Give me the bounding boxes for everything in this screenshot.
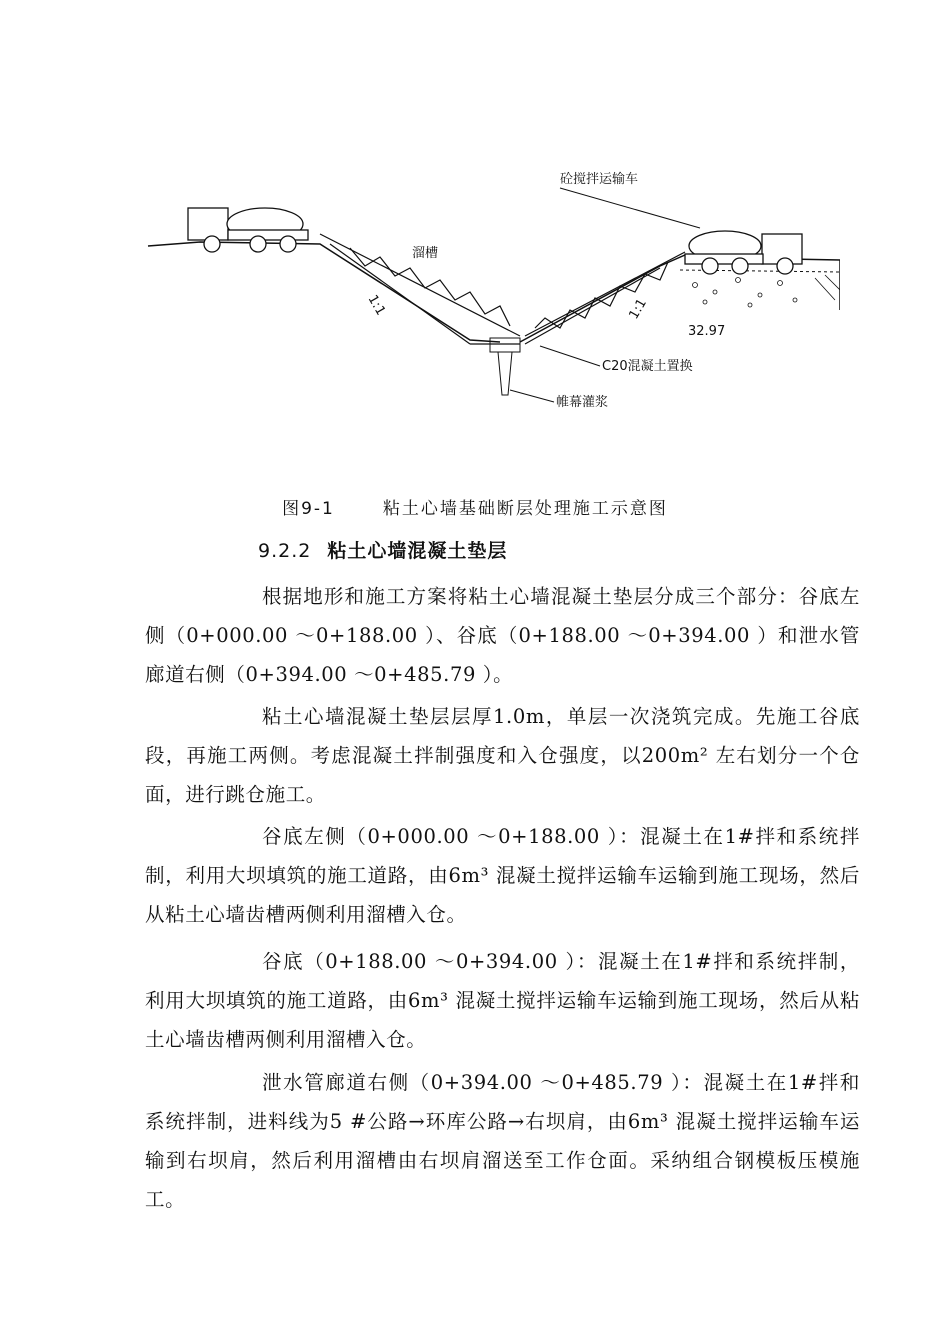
rock-hatch [693,275,841,307]
left-truck [188,208,308,252]
right-truck [685,231,802,274]
slope-right-label: 1:1 [626,296,650,322]
elevation-label: 32.97 [688,324,726,339]
section-heading [258,536,507,563]
construction-diagram [140,150,840,430]
section-title: 粘土心墙混凝土垫层 [327,540,508,562]
figure-caption [0,494,950,519]
slope-left-label: 1:1 [364,292,388,319]
caption-title: 粘土心墙基础断层处理施工示意图 [382,499,668,519]
caption-number: 图9-1 [282,499,335,519]
grouting-leader [510,390,554,402]
paragraph-4: 谷底（0+188.00 ～0+394.00 ）：混凝土在1#拌和系统拌制，利用大坝填筑的施工道路，由6m³ 混凝土搅拌运输车运输到施工现场，然后从粘土心墙齿槽两侧利用溜槽入仓。 [145,950,860,1051]
truck-label: 砼搅拌运输车 [560,172,639,187]
paragraph-2: 粘土心墙混凝土垫层层厚1.0m，单层一次浇筑完成。先施工谷底段，再施工两侧。考虑混凝土拌制强度和入仓强度，以200m² 左右划分一个仓面，进行跳仓施工。 [145,705,860,806]
diagram-svg [140,150,840,430]
section-number: 9.2.2 [258,540,312,562]
concrete-block [490,338,520,352]
paragraph-1: 根据地形和施工方案将粘土心墙混凝土垫层分成三个部分：谷底左侧（0+000.00 ～0+188.00 ）、谷底（0+188.00 ～0+394.00 ）和泄水管廊道右侧（0+394.00 ～0+485.79 ）。 [145,585,860,686]
truck-leader [560,188,700,228]
grouting-label: 帷幕灌浆 [556,395,609,410]
grout-curtain [498,352,512,395]
replacement-leader [540,346,600,366]
paragraph-5: 泄水管廊道右侧（0+394.00 ～0+485.79 ）：混凝土在1#拌和系统拌制，进料线为5 #公路→环库公路→右坝肩，由6m³ 混凝土搅拌运输车运输到右坝肩，然后利用溜槽由右坝肩溜送至工作仓面。采纳组合钢模板压模施工。 [145,1071,860,1211]
replacement-label: C20混凝土置换 [602,359,693,374]
paragraph-3: 谷底左侧（0+000.00 ～0+188.00 ）：混凝土在1#拌和系统拌制，利用大坝填筑的施工道路，由6m³ 混凝土搅拌运输车运输到施工现场，然后从粘土心墙齿槽两侧利用溜槽入仓。 [145,825,860,926]
chute-label: 溜槽 [412,246,439,261]
